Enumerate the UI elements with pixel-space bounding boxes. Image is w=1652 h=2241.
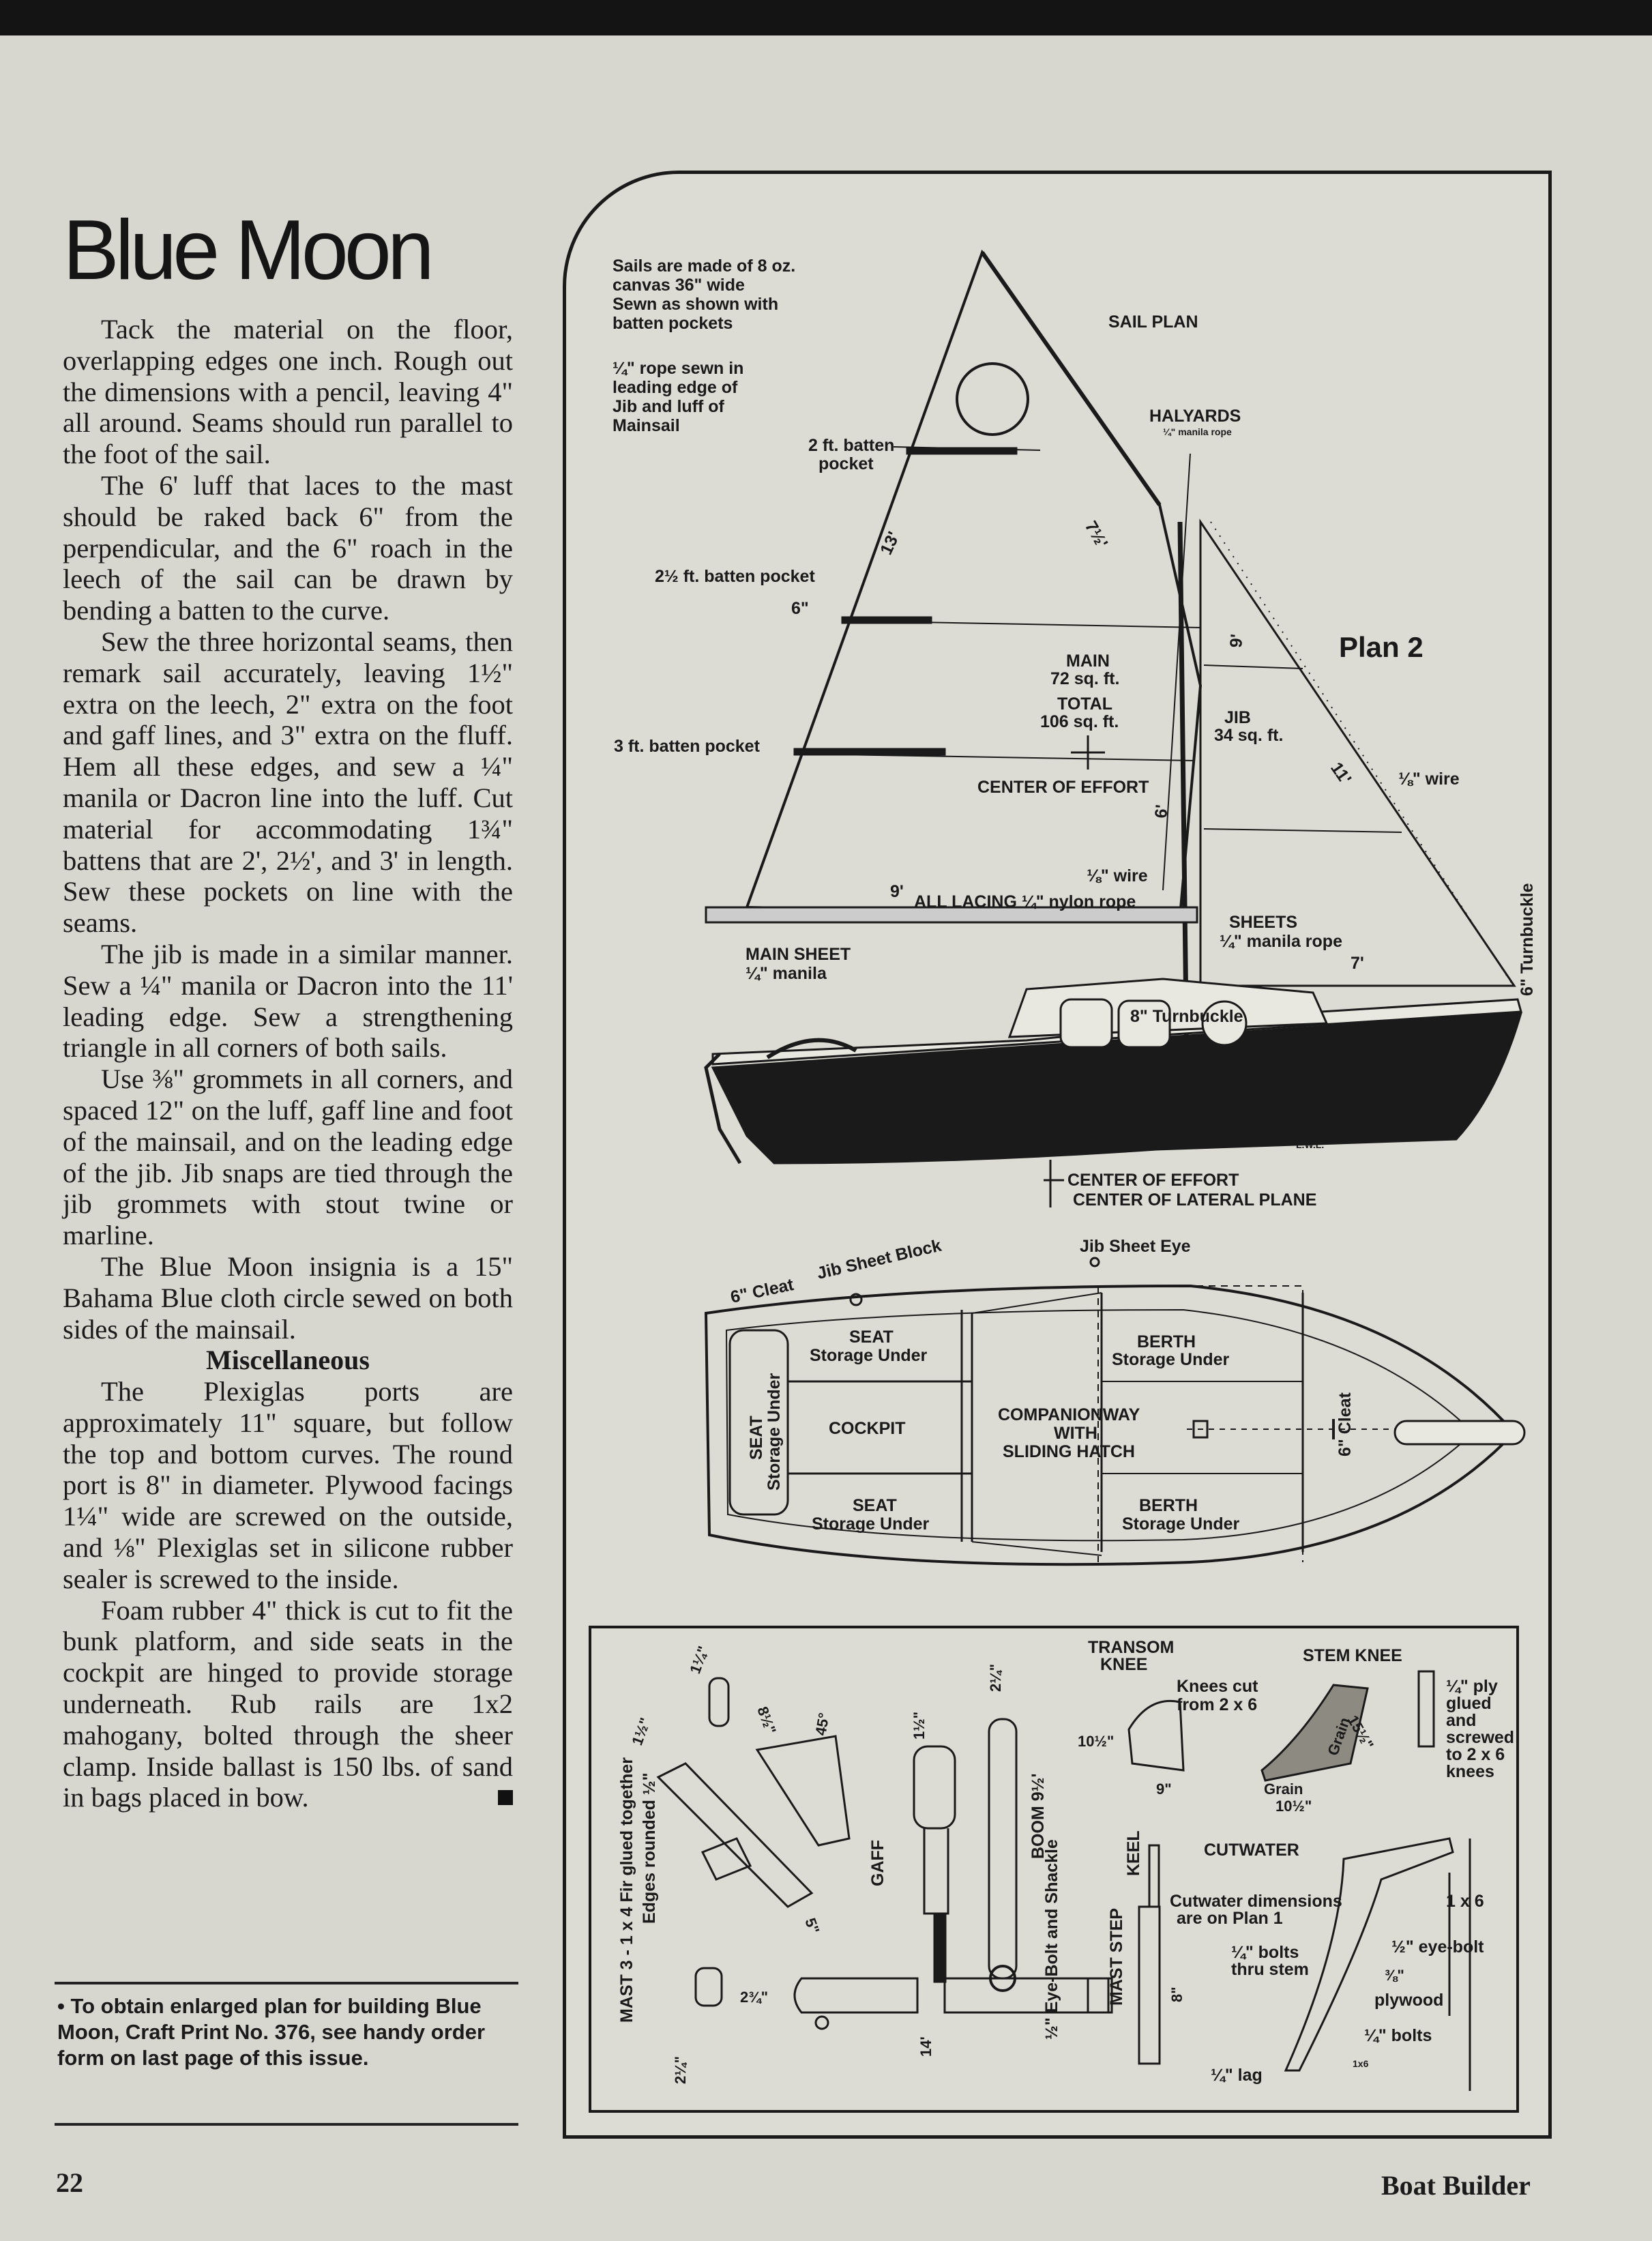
svg-text:WITH (1054, 1424, 1097, 1443)
svg-text:¼" manila rope (1220, 932, 1342, 951)
cutwater-label: CUTWATER (1204, 1841, 1299, 1860)
rope-note-line: leading edge of (613, 378, 738, 397)
dim: 1x6 (1353, 2058, 1369, 2069)
main-area: 72 sq. ft. (1050, 669, 1120, 688)
dim: 9" (1156, 1781, 1172, 1798)
turnbuckle-6: 6" Turnbuckle (1518, 883, 1537, 996)
svg-text:are on Plan 1 (1177, 1909, 1283, 1928)
companionway: COMPANIONWAY (998, 1405, 1140, 1424)
svg-text:Jib and luff of (613, 397, 725, 416)
lacing-label: ALL LACING ¼" nylon rope (914, 892, 1136, 911)
dim: 14' (917, 2036, 934, 2057)
subhead: Miscellaneous (206, 1345, 370, 1376)
main-sheet-label: MAIN SHEET (746, 945, 851, 964)
jib-sheet-eye: Jib Sheet Eye (1080, 1237, 1191, 1256)
svg-text:34 sq. ft. (1214, 726, 1283, 745)
note-bottom-rule (55, 2123, 518, 2126)
dim: 1¼" (686, 1643, 712, 1676)
ply-note: knees (1446, 1762, 1494, 1781)
paragraph: The jib is made in a similar manner. Sew a ¼" manila or Dacron into the 11' leading edge. Sew a strengthening triangle in all corners of both sails. (63, 938, 513, 1064)
berth-bottom: Storage Under (1122, 1514, 1240, 1534)
halyards-label: HALYARDS (1149, 407, 1241, 426)
sheets-label: ¼" manila rope (1220, 932, 1342, 951)
svg-text:SHEETS (1229, 913, 1297, 932)
bolts-stem: thru stem (1231, 1960, 1309, 1979)
ply-note: screwed (1446, 1728, 1515, 1747)
svg-text:leading edge of (613, 378, 738, 397)
plan-title: Plan 2 (1339, 631, 1424, 663)
svg-text:72 sq. ft. (1050, 669, 1119, 688)
rope-note-line: Mainsail (613, 416, 680, 435)
svg-text:TRANSOM (1088, 1638, 1174, 1657)
svg-text:BERTH (1139, 1496, 1198, 1515)
svg-text:MAIN (1066, 651, 1110, 671)
transom-knee: TRANSOM (1088, 1638, 1175, 1657)
magazine-name: Boat Builder (1381, 2170, 1531, 2201)
svg-text:Storage Under (812, 1514, 930, 1534)
plan-drawing (566, 174, 1548, 2135)
svg-text:glued (1446, 1694, 1492, 1713)
berth-bottom: BERTH (1139, 1496, 1198, 1515)
eyebolt-label: ½" Eye-Bolt and Shackle (1042, 1839, 1061, 2040)
cutwater-dims: are on Plan 1 (1177, 1909, 1283, 1928)
cabin-port (1061, 999, 1112, 1047)
seat-bottom: Storage Under (812, 1514, 930, 1534)
dim: 2¼" (672, 2055, 689, 2084)
svg-text:Storage Under (810, 1346, 928, 1365)
dim: 1½" (911, 1711, 928, 1740)
dim-6ft: 6' (1151, 804, 1172, 819)
boom-label: BOOM 9½' (1029, 1773, 1048, 1859)
paragraph-text: Foam rubber 4" thick is cut to fit the bunk platform, and side seats in the cockpit are hinged to provide storage underneath. Rub rails are 1x2 mahogany, bolted through the sheer clamp. Inside ballast is 150 lbs. of sand in bags placed in bow. (63, 1594, 513, 1813)
cutwater-dims: Cutwater dimensions (1170, 1892, 1342, 1911)
grain-label: Grain (1324, 1715, 1354, 1758)
svg-text:TOTAL (1057, 694, 1112, 714)
paragraph: Sew the three horizontal seams, then remark sail accurately, leaving 1½" extra on the leech, 2" extra on the foot and gaff lines, and 3" extra on the fluff. Hem all these edges, and sew a ¼" manila or Dacron line into the luff. Cut material for accommodating 1¾" battens that are 2', 2½', and 3' in length. Sew these pockets on line with the seams. (63, 626, 513, 939)
svg-text:from 2 x 6 (1177, 1695, 1257, 1714)
plywood-label: ⅜" (1385, 1967, 1404, 1984)
svg-text:2 ft. batten (808, 436, 894, 455)
svg-text:¼" ply (1446, 1677, 1498, 1696)
signature: L.W.L. (1296, 1139, 1325, 1150)
cel-label: CENTER OF LATERAL PLANE (1073, 1190, 1317, 1210)
total-area: 106 sq. ft. (1040, 712, 1119, 731)
berth-top: BERTH (1137, 1332, 1196, 1351)
seat-side: SEAT (747, 1416, 766, 1460)
sheets-label: SHEETS (1229, 913, 1298, 932)
svg-text:Cutwater dimensions (1170, 1892, 1342, 1911)
companionway: WITH (1054, 1424, 1097, 1443)
wire-label: ⅛" wire (1398, 770, 1460, 789)
seat-bottom: SEAT (853, 1496, 897, 1515)
batten-2ft: 2 ft. batten (808, 436, 895, 455)
wire-label: ⅛" wire (1087, 866, 1148, 885)
svg-text:CENTER OF LATERAL PLANE (1073, 1190, 1316, 1210)
keel-label: KEEL (1124, 1830, 1143, 1876)
svg-text:Storage Under (1122, 1514, 1240, 1534)
svg-text:KNEE (1100, 1655, 1147, 1674)
page-number: 22 (56, 2167, 83, 2198)
gaff-spar (982, 252, 1160, 505)
gaff-label: GAFF (868, 1839, 887, 1886)
dim-13: 13' (876, 529, 904, 558)
turnbuckle-8: 8" Turnbuckle (1130, 1007, 1243, 1026)
total-area: TOTAL (1057, 694, 1113, 714)
jib-area: 34 sq. ft. (1214, 726, 1284, 745)
dim: 2¼" (987, 1663, 1004, 1692)
transom-knee: KNEE (1100, 1655, 1148, 1674)
sail-plan-label: SAIL PLAN (1108, 312, 1198, 332)
center-of-effort: CENTER OF EFFORT (977, 778, 1149, 797)
dim: 1 x 6 (1446, 1892, 1484, 1911)
seat-side: Storage Under (765, 1373, 784, 1491)
svg-text:screwed (1446, 1728, 1514, 1747)
svg-text:thru stem (1231, 1960, 1309, 1979)
svg-text:canvas 36" wide (613, 276, 745, 295)
cleat-label: 6" Cleat (728, 1274, 796, 1307)
plywood-label: plywood (1374, 1991, 1444, 2010)
svg-text:¼" bolts (1231, 1943, 1299, 1962)
cleat-label: 6" Cleat (1336, 1392, 1355, 1456)
svg-text:batten pockets (613, 314, 733, 333)
svg-text:MAIN SHEET (746, 945, 851, 964)
dim: 45° (812, 1711, 833, 1737)
sail-note-line: Sails are made of 8 oz. (613, 257, 796, 276)
dim-7half: 7½' (1080, 518, 1112, 552)
halyards-sub: ¼" manila rope (1163, 426, 1232, 437)
svg-text:Knees cut (1177, 1677, 1258, 1696)
dim-9: 9' (1226, 633, 1247, 649)
seat-top: Storage Under (810, 1346, 928, 1365)
note-top-rule (55, 1982, 518, 1984)
ply-note: ¼" ply (1446, 1677, 1498, 1696)
svg-text:Sewn as shown with (613, 295, 778, 314)
svg-text:COMPANIONWAY (998, 1405, 1140, 1424)
paragraph (63, 1595, 513, 1814)
paragraph: The Plexiglas ports are approximately 11" square, but follow the top and bottom curves. The round port is 8" in diameter. Plywood facings 1¼" wide are screwed on the outside, and ⅛" Plexiglas set in silicone rubber sealer is screwed to the inside. (63, 1376, 513, 1594)
bolts14: ¼" bolts (1364, 2026, 1432, 2045)
svg-text:plywood (1374, 1991, 1443, 2010)
svg-text:CENTER OF EFFORT (1067, 1171, 1239, 1190)
dim: 10½" (1275, 1798, 1312, 1815)
knees-cut: from 2 x 6 (1177, 1695, 1258, 1714)
svg-text:Sails are made of 8 oz. (613, 257, 795, 276)
main-sheet-label: ¼" manila (746, 964, 827, 983)
svg-text:Storage Under (765, 1373, 784, 1491)
dim-11: 11' (1327, 759, 1355, 788)
plan-frame (563, 171, 1552, 2139)
svg-text:106 sq. ft. (1040, 712, 1119, 731)
rope-note-line: Jib and luff of (613, 397, 724, 416)
svg-text:SLIDING HATCH (1003, 1442, 1135, 1461)
mast-step-label: MAST STEP (1107, 1907, 1126, 2006)
companionway: SLIDING HATCH (1003, 1442, 1135, 1461)
dim: 1½" (628, 1715, 654, 1748)
ply-note: and (1446, 1711, 1477, 1730)
svg-text:⅜" (1385, 1967, 1404, 1984)
batten-25ft: 2½ ft. batten pocket (655, 567, 815, 586)
paragraph: The Blue Moon insignia is a 15" Bahama Blue cloth circle sewed on both sides of the mainsail. (63, 1250, 513, 1345)
cel-label: CENTER OF EFFORT (1067, 1171, 1239, 1190)
dim-9b: 9' (890, 882, 904, 901)
svg-text:Storage Under (1112, 1350, 1230, 1369)
svg-text:JIB (1224, 708, 1251, 727)
end-mark (498, 1790, 513, 1805)
dim: 15½" (1344, 1712, 1377, 1753)
grain-label: Grain (1264, 1781, 1303, 1798)
rope-note-line: ¼" rope sewn in (613, 359, 744, 378)
dim: 5" (801, 1916, 823, 1937)
ply-note: glued (1446, 1694, 1492, 1713)
article-body (63, 314, 513, 1813)
seat-top: SEAT (849, 1328, 894, 1347)
svg-text:to 2 x 6 (1446, 1745, 1505, 1764)
svg-text:knees (1446, 1762, 1494, 1781)
dim: 2¾" (740, 1989, 769, 2006)
svg-text:pocket (818, 454, 874, 473)
lag-label: ¼" lag (1211, 2066, 1263, 2085)
svg-text:¼" rope sewn in (613, 359, 743, 378)
cockpit-label: COCKPIT (829, 1419, 906, 1438)
sail-note-line: Sewn as shown with (613, 295, 779, 314)
dim-6in: 6" (791, 599, 809, 618)
bolts-stem: ¼" bolts (1231, 1943, 1299, 1962)
paragraph: Tack the material on the floor, overlapping edges one inch. Rough out the dimensions with a pencil, leaving 4" all around. Seams should run parallel to the foot of the sail. (63, 314, 513, 470)
svg-text:¼" manila (746, 964, 827, 983)
dim-7: 7' (1351, 954, 1364, 973)
scan-top-border (0, 0, 1652, 35)
bowsprit (1395, 1421, 1524, 1444)
svg-text:SEAT (849, 1328, 894, 1347)
dim: 10½" (1078, 1733, 1115, 1750)
svg-text:BERTH (1137, 1332, 1196, 1351)
svg-text:Mainsail (613, 416, 680, 435)
order-note: • To obtain enlarged plan for building Blue Moon, Craft Print No. 376, see handy order form on last page of this issue. (57, 1994, 486, 2070)
sail-note-line: batten pockets (613, 314, 733, 333)
eyebolt-half: ½" eye-bolt (1391, 1937, 1484, 1957)
stem-knee-label: STEM KNEE (1303, 1646, 1402, 1665)
paragraph: Use ⅜" grommets in all corners, and spaced 12" on the luff, gaff line and foot of the mainsail, and on the leading edge of the jib. Jib snaps are tied through the jib grommets with stout twine or marline. (63, 1064, 513, 1251)
mast-detail: Edges rounded ½" (640, 1772, 659, 1924)
jib-area: JIB (1224, 708, 1251, 727)
sail-note-line: canvas 36" wide (613, 276, 745, 295)
jib-sheet-block: Jib Sheet Block (815, 1235, 943, 1283)
mast-detail: MAST 3 - 1 x 4 Fir glued together (617, 1757, 636, 2023)
knees-cut: Knees cut (1177, 1677, 1258, 1696)
dim: 8½" (754, 1704, 780, 1737)
svg-text:SEAT (747, 1416, 766, 1460)
article-title: Blue Moon (63, 203, 430, 297)
svg-text:SEAT (853, 1496, 897, 1515)
berth-top: Storage Under (1112, 1350, 1230, 1369)
batten-3ft: 3 ft. batten pocket (614, 737, 760, 756)
ply-note: to 2 x 6 (1446, 1745, 1505, 1764)
paragraph: The 6' luff that laces to the mast should be raked back 6" from the perpendicular, and the 6" roach in the leech of the sail can be drawn by bending a batten to the curve. (63, 469, 513, 626)
svg-text:and (1446, 1711, 1476, 1730)
main-area: MAIN (1066, 651, 1110, 671)
dim: 8" (1168, 1987, 1185, 2002)
insignia-circle (957, 364, 1028, 435)
batten-2ft: pocket (818, 454, 874, 473)
